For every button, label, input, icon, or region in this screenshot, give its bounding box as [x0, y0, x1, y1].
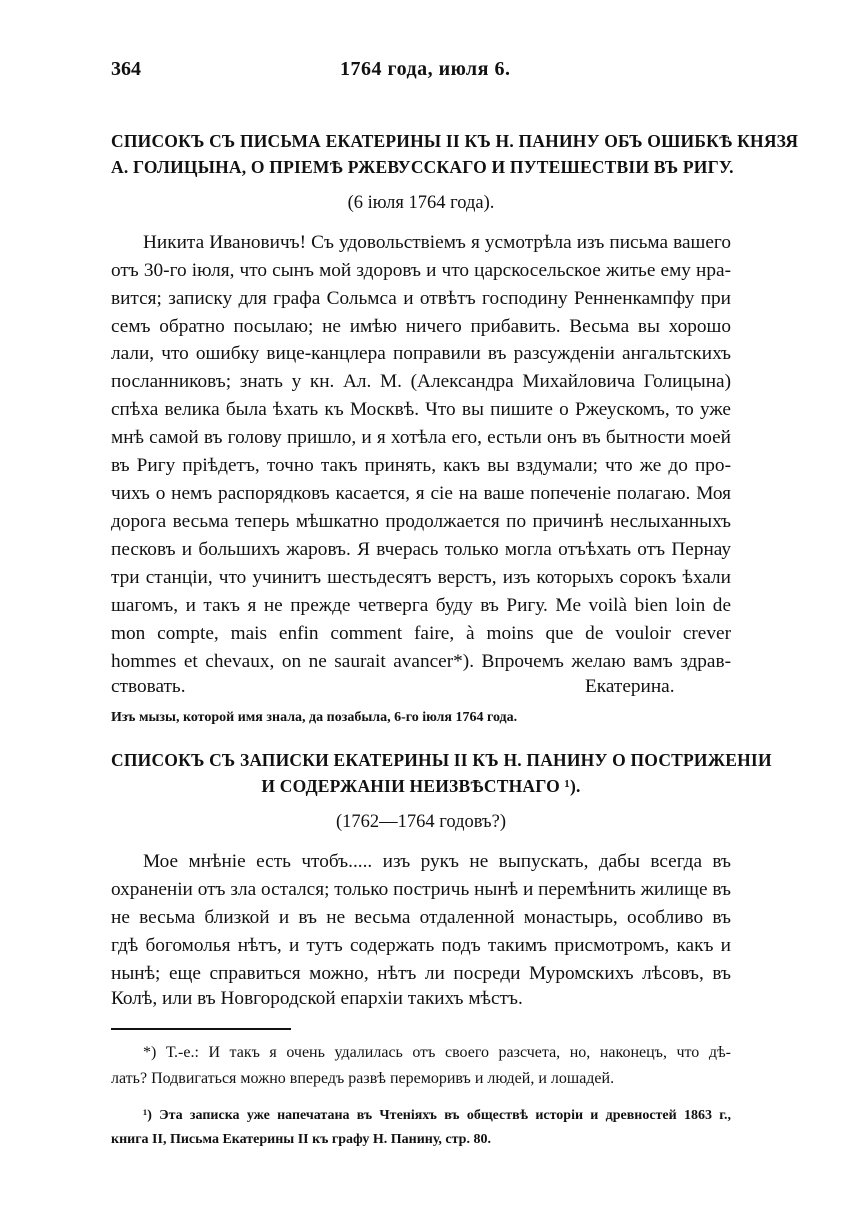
letter1-line: мнѣ самой въ голову пришло, и я хотѣла его, естьли онъ въ бытности моей [111, 427, 731, 448]
letter2-line: Колѣ, или въ Новгородской епархіи такихъ мѣстъ. [111, 988, 523, 1009]
running-title: 1764 года, июля 6. [340, 58, 511, 80]
letter1-line: вится; записку для графа Сольмса и отвѣтъ господину Ренненкампфу при [111, 288, 731, 309]
letter1-line: лали, что ошибку вице-канцлера поправили въ разсужденіи ангальтскихъ [111, 343, 731, 364]
letter1-date: (6 іюля 1764 года). [347, 193, 495, 213]
letter1-title-line2: А. ГОЛИЦЫНА, О ПРІЕМѢ РЖЕВУССКАГО И ПУТЕШЕСТВІИ ВЪ РИГУ. [111, 157, 734, 177]
letter1-line: Никита Ивановичъ! Съ удовольствіемъ я усмотрѣла изъ письма вашего [143, 232, 731, 253]
letter1-line: дорога весьма теперь мѣшкатно продолжается по причинѣ неслыханныхъ [111, 511, 731, 532]
letter1-line: mon compte, mais enfin comment faire, à moins que de vouloir crever [111, 623, 731, 644]
letter2-title-line2: И СОДЕРЖАНІИ НЕИЗВѢСТНАГО ¹). [261, 776, 581, 796]
page-number: 364 [111, 58, 141, 80]
letter2-line: гдѣ богомолья нѣтъ, и тутъ содержать подъ такимъ присмотромъ, какъ и [111, 935, 731, 956]
letter1-line: шагомъ, и такъ я не прежде четверга буду въ Ригу. Me voilà bien loin de [111, 595, 731, 616]
footnote-divider [111, 1028, 291, 1030]
footnote-2-line2: книга II, Письма Екатерины II къ графу Н. Панину, стр. 80. [111, 1132, 491, 1147]
letter1-line: посланниковъ; знать у кн. Ал. М. (Александра Михайловича Голицына) [111, 371, 731, 392]
footnote-1-line2: лать? Подвигаться можно впередъ развѣ переморивъ и людей, и лошадей. [111, 1070, 615, 1087]
letter2-line: охраненіи отъ зла остался; только постричь нынѣ и перемѣнить жилище въ [111, 879, 731, 900]
letter1-line: ствовать. [111, 676, 186, 697]
letter1-line: чихъ о немъ распорядковъ касается, я сіе на ваше попеченіе полагаю. Моя [111, 483, 731, 504]
letter1-line: спѣха велика была ѣхать къ Москвѣ. Что вы пишите о Ржеускомъ, то уже [111, 399, 731, 420]
letter1-line: песковъ и большихъ жаровъ. Я вчерась только могла отъѣхать отъ Пернау [111, 539, 731, 560]
letter1-title-line1: СПИСОКЪ СЪ ПИСЬМА ЕКАТЕРИНЫ II КЪ Н. ПАНИНУ ОБЪ ОШИБКѢ КНЯЗЯ [111, 131, 799, 151]
letter2-line: Мое мнѣніе есть чтобъ..... изъ рукъ не выпускать, дабы всегда въ [143, 851, 731, 872]
letter1-line: семъ обратно посылаю; не имѣю ничего прибавить. Весьма вы хорошо [111, 316, 731, 337]
letter1-line: hommes et chevaux, on ne saurait avancer*). Впрочемъ желаю вамъ здрав- [111, 651, 731, 672]
letter2-line: нынѣ; еще справиться можно, нѣтъ ли посреди Муромскихъ лѣсовъ, въ [111, 963, 731, 984]
letter1-line: отъ 30-го іюля, что сынъ мой здоровъ и что царскосельское житье ему нра- [111, 260, 731, 281]
letter1-line: три станціи, что учинитъ шестьдесятъ верстъ, изъ которыхъ сорокъ ѣхали [111, 567, 731, 588]
signature: Екатерина. [585, 676, 675, 697]
letter2-title-line1: СПИСОКЪ СЪ ЗАПИСКИ ЕКАТЕРИНЫ II КЪ Н. ПАНИНУ О ПОСТРИЖЕНІИ [111, 750, 772, 770]
footnote-1-line1: *) Т.-е.: И такъ я очень удалилась отъ своего разсчета, но, наконецъ, что дѣ- [143, 1044, 731, 1061]
letter2-line: не весьма близкой и въ не весьма отдаленной монастырь, особливо въ [111, 907, 731, 928]
letter1-source-note: Изъ мызы, которой имя знала, да позабыла, 6-го іюля 1764 года. [111, 710, 518, 725]
footnote-2-line1: ¹) Эта записка уже напечатана въ Чтеніяхъ въ обществѣ исторіи и древностей 1863 г., [143, 1108, 731, 1123]
letter1-line: въ Ригу пріѣдетъ, точно такъ принять, какъ вы вздумали; что же до про- [111, 455, 731, 476]
letter2-date: (1762—1764 годовъ?) [335, 812, 506, 832]
